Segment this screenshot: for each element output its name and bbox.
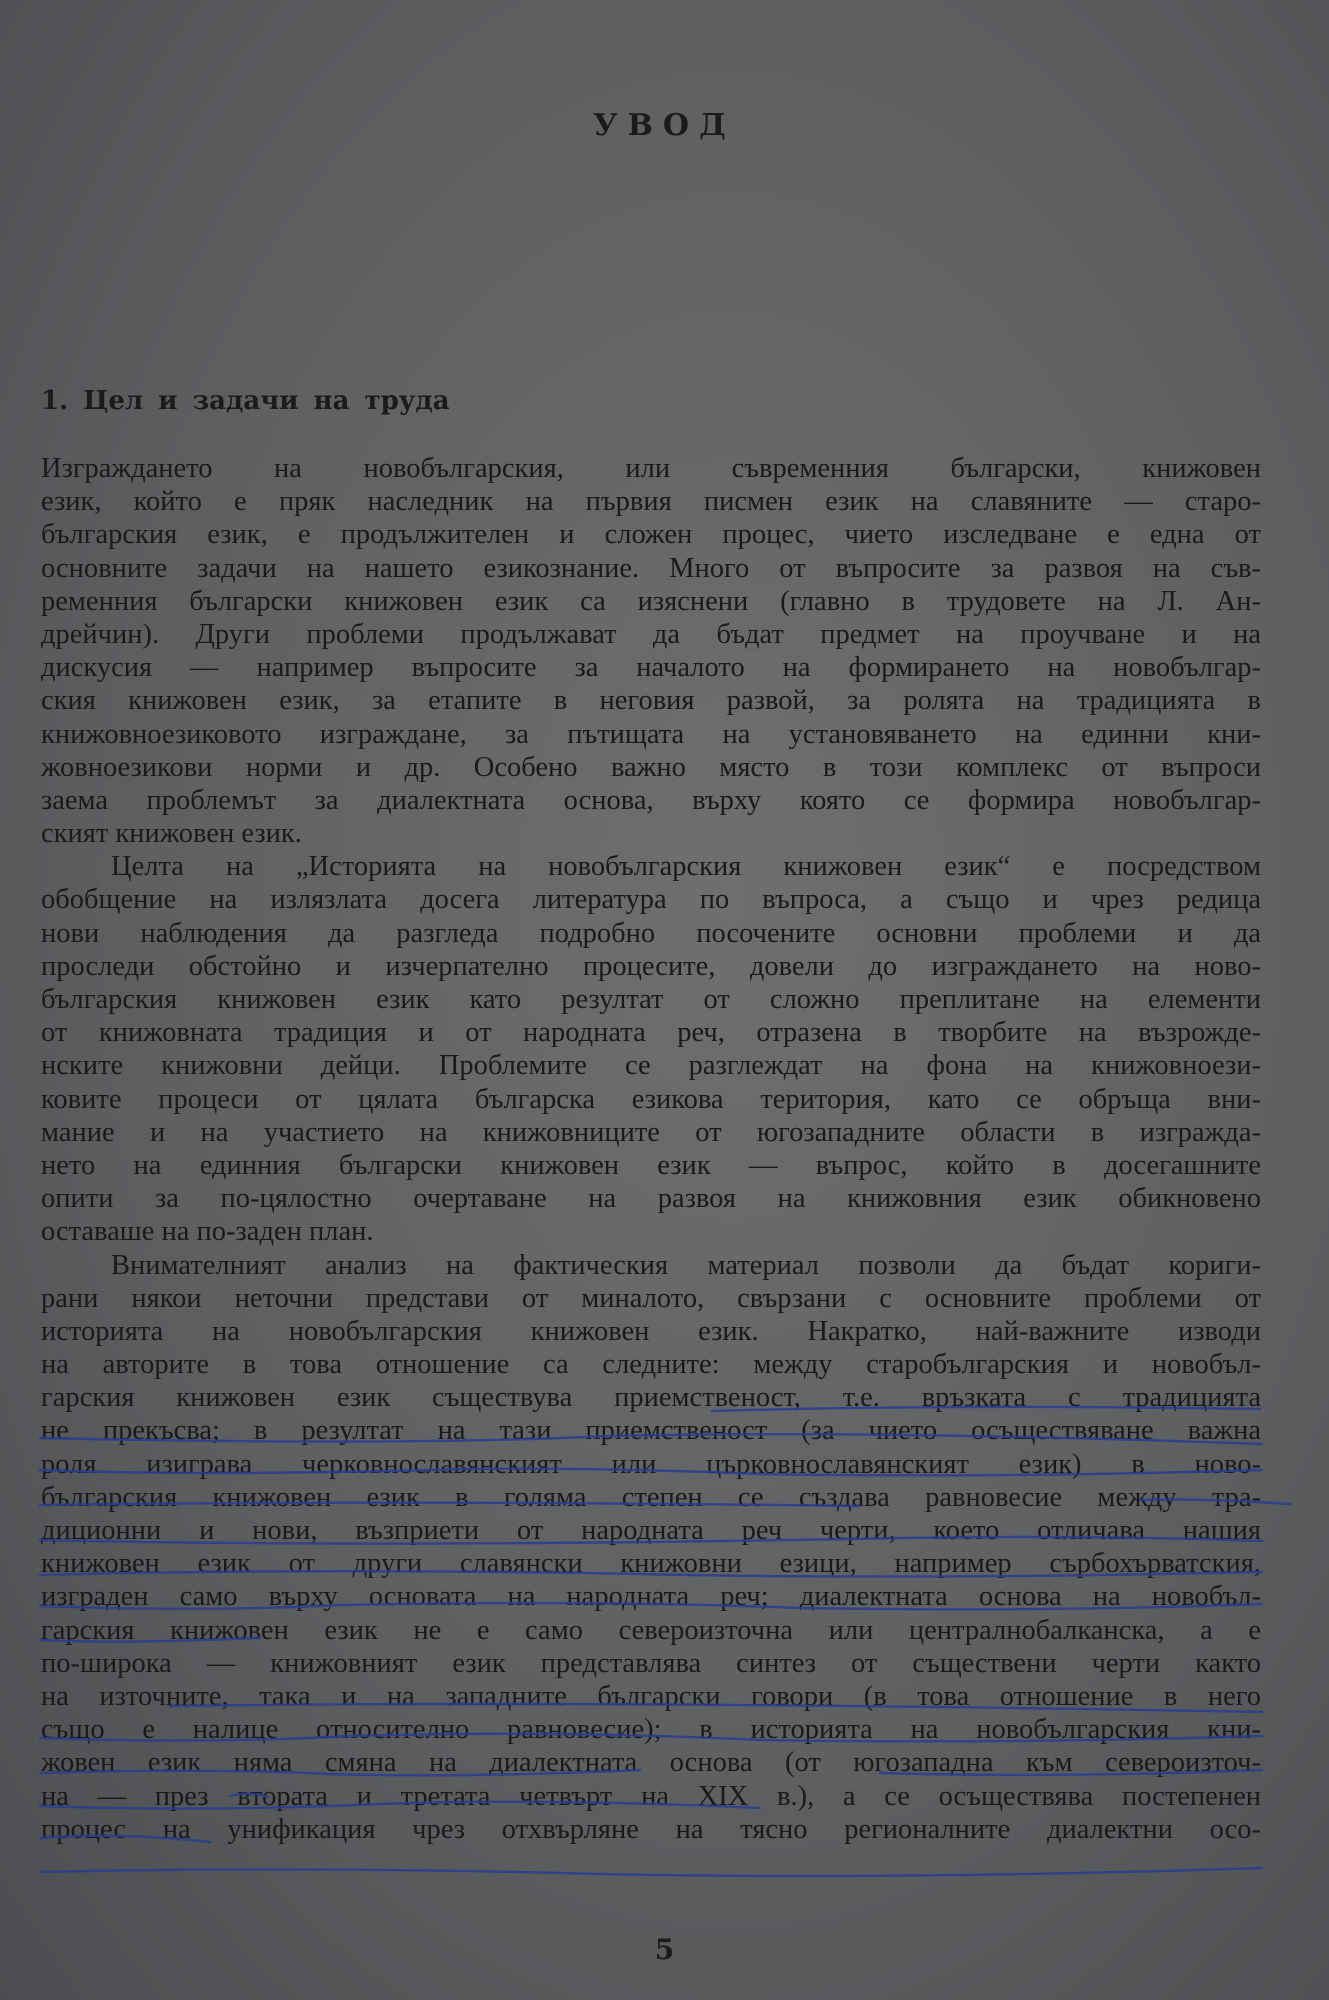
text-line: историята на новобългарския книжовен език. Накратко, най-важните изводи: [41, 1315, 1261, 1347]
text-line: рани някои неточни представи от миналото, свързани с основните проблеми от: [41, 1282, 1261, 1314]
text-line: нови наблюдения да разгледа подробно посочените основни проблеми и да: [41, 917, 1261, 949]
text-line: на авторите в това отношение са следните: между старобългарския и новобъл-: [41, 1349, 1261, 1381]
text-line: по-широка — книжовният език представлява синтез от съществени черти както: [41, 1647, 1261, 1679]
text-line: проследи обстойно и изчерпателно процесите, довели до изграждането на ново-: [41, 950, 1261, 982]
text-line: не прекъсва; в резултат на тази приемственост (за чието осъществяване важна: [41, 1415, 1261, 1447]
text-line: процес на унификация чрез отхвърляне на тясно регионалните диалектни осо-: [41, 1813, 1261, 1845]
text-line: българския език, е продължителен и сложен процес, чието изследване е една от: [41, 519, 1261, 551]
text-line: нето на единния български книжовен език — въпрос, който в досегашните: [41, 1149, 1261, 1181]
text-line: също е налице относително равновесие); в историята на новобългарския кни-: [41, 1714, 1261, 1746]
text-line: българския книжовен език като резултат от сложно преплитане на елементи: [41, 984, 1261, 1015]
text-line: българския книжовен език в голяма степен се създава равновесие между тра-: [41, 1481, 1261, 1513]
text-line: мание и на участието на книжовниците от югозападните области в изгражда-: [41, 1116, 1261, 1148]
text-line: оставаше на по-заден план.: [41, 1216, 374, 1248]
text-line: жовноезикови норми и др. Особено важно място в този комплекс от въпроси: [41, 751, 1261, 783]
text-line: ският книжовен език.: [41, 818, 302, 850]
page-number: 5: [654, 1933, 675, 1966]
text-line: Целта на „Историята на новобългарския книжовен език“ е посредством: [111, 851, 1261, 883]
section-title: 1. Цел и задачи на труда: [41, 386, 450, 416]
text-line: на източните, така и на западните български говори (в това отношение в него: [41, 1680, 1261, 1712]
chapter-heading: УВОД: [593, 108, 736, 143]
text-line: ския книжовен език, за етапите в неговия развой, за ролята на традицията в: [41, 685, 1261, 717]
text-line: Внимателният анализ на фактическия материал позволи да бъдат кориги-: [111, 1249, 1261, 1281]
text-line: роля изиграва черковнославянският или църковнославянският език) в ново-: [41, 1448, 1261, 1480]
text-line: заема проблемът за диалектната основа, върху която се формира новобългар-: [41, 784, 1261, 816]
text-line: гарския книжовен език съществува приемственост, т.е. връзката с традицията: [41, 1382, 1261, 1414]
text-line: книжовноезиковото изграждане, за пътищата на установяването на единни кни-: [41, 718, 1261, 750]
text-line: обобщение на излязлата досега литература по въпроса, а също и чрез редица: [41, 884, 1261, 916]
text-line: Изграждането на новобългарския, или съвременния български, книжовен: [41, 453, 1261, 484]
text-line: диционни и нови, възприети от народната реч черти, което отличава нашия: [41, 1515, 1261, 1546]
text-line: опити за по-цялостно очертаване на развоя на книжовния език обикновено: [41, 1183, 1261, 1215]
text-line: изграден само върху основата на народната реч; диалектната основа на новобъл-: [41, 1581, 1261, 1613]
text-line: от книжовната традиция и от народната реч, отразена в творбите на възрожде-: [41, 1017, 1261, 1049]
paragraphs: [41, 452, 1261, 1846]
text-line: основните задачи на нашето езикознание. Много от въпросите за развоя на съв-: [41, 552, 1261, 584]
text-line: дискусия — например въпросите за началото на формирането на новобългар-: [41, 652, 1261, 684]
text-line: жовен език няма смяна на диалектната основа (от югозападна към североизточ-: [41, 1747, 1261, 1779]
text-line: нските книжовни дейци. Проблемите се разглеждат на фона на книжовноези-: [41, 1050, 1261, 1082]
text-line: дрейчин). Други проблеми продължават да бъдат предмет на проучване и на: [41, 618, 1261, 650]
text-line: ковите процеси от цялата българска езикова територия, като се обръща вни-: [41, 1083, 1261, 1115]
text-line: на — през втората и третата четвърт на XIX в.), а се осъществява постепенен: [41, 1780, 1261, 1812]
body-text: [41, 452, 1261, 1846]
text-line: гарския книжовен език не е само североизточна или централнобалканска, а е: [41, 1614, 1261, 1646]
text-line: ременния български книжовен език са изяснени (главно в трудовете на Л. Ан-: [41, 585, 1261, 617]
text-line: език, който е пряк наследник на първия писмен език на славяните — старо-: [41, 486, 1261, 518]
text-line: книжовен език от други славянски книжовни езици, например сърбохърватския,: [41, 1548, 1261, 1580]
underline-stroke: [40, 1868, 1262, 1876]
